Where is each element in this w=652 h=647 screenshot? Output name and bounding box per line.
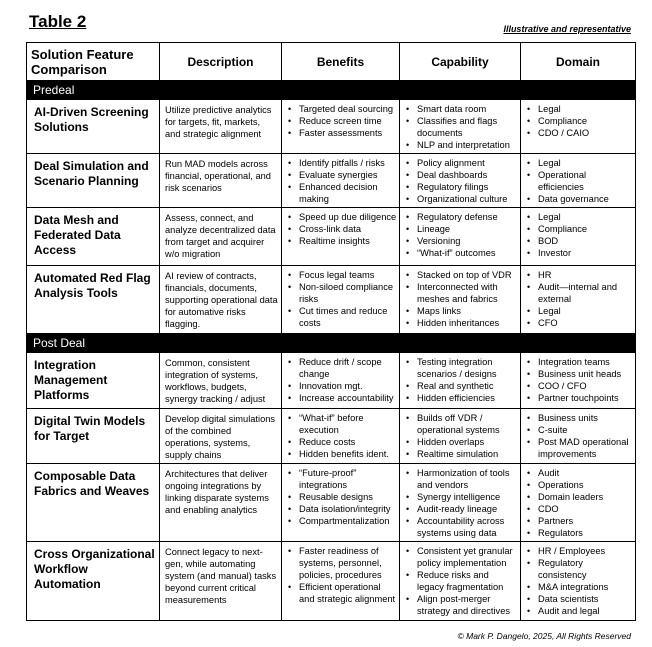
domain-item: • Integration teams bbox=[538, 356, 633, 368]
benefits-item: • Reduce drift / scope change bbox=[299, 356, 397, 380]
domain-item: • Operations bbox=[538, 479, 633, 491]
domain-item: • C-suite bbox=[538, 424, 633, 436]
capability-item: • Versioning bbox=[417, 235, 518, 247]
capability-item: • Policy alignment bbox=[417, 157, 518, 169]
capability-item: • Regulatory defense bbox=[417, 211, 518, 223]
section-label: Predeal bbox=[27, 81, 636, 100]
benefits-item: • Identify pitfalls / risks bbox=[299, 157, 397, 169]
capability-item: • Hidden overlaps bbox=[417, 436, 518, 448]
benefits-item: • Faster assessments bbox=[299, 127, 397, 139]
capability-cell bbox=[400, 266, 521, 334]
benefits-item: • Cut times and reduce costs bbox=[299, 305, 397, 329]
benefits-item: • Data isolation/integrity bbox=[299, 503, 397, 515]
benefits-cell bbox=[282, 409, 400, 464]
domain-cell bbox=[521, 154, 636, 208]
feature-name: Automated Red Flag Analysis Tools bbox=[27, 266, 160, 334]
capability-item: • Accountability across systems using data bbox=[417, 515, 518, 539]
domain-item: • Partner touchpoints bbox=[538, 392, 633, 404]
domain-item: • Audit—internal and external bbox=[538, 281, 633, 305]
domain-item: • Partners bbox=[538, 515, 633, 527]
benefits-cell bbox=[282, 100, 400, 154]
description-cell: Run MAD models across financial, operational, and risk scenarios bbox=[160, 154, 282, 208]
header-description: Description bbox=[160, 43, 282, 81]
domain-list bbox=[521, 464, 635, 541]
domain-list bbox=[521, 154, 635, 207]
capability-item: • Harmonization of tools and vendors bbox=[417, 467, 518, 491]
benefits-list bbox=[282, 353, 399, 406]
benefits-list bbox=[282, 154, 399, 207]
domain-item: • Legal bbox=[538, 211, 633, 223]
feature-name: Integration Management Platforms bbox=[27, 353, 160, 409]
capability-list bbox=[400, 542, 520, 619]
benefits-item: • Enhanced decision making bbox=[299, 181, 397, 205]
domain-item: • Compliance bbox=[538, 223, 633, 235]
capability-item: • Builds off VDR / operational systems bbox=[417, 412, 518, 436]
domain-item: • Business unit heads bbox=[538, 368, 633, 380]
capability-item: • Reduce risks and legacy fragmentation bbox=[417, 569, 518, 593]
description-cell: Develop digital simulations of the combined operations, systems, supply chains bbox=[160, 409, 282, 464]
benefits-item: • “Future-proof” integrations bbox=[299, 467, 397, 491]
benefits-item: • Faster readiness of systems, personnel, policies, procedures bbox=[299, 545, 397, 581]
capability-item: • Stacked on top of VDR bbox=[417, 269, 518, 281]
benefits-item: • Targeted deal sourcing bbox=[299, 103, 397, 115]
domain-list bbox=[521, 353, 635, 406]
capability-cell bbox=[400, 409, 521, 464]
table-row bbox=[27, 208, 636, 266]
capability-item: • Classifies and flags documents bbox=[417, 115, 518, 139]
table-body bbox=[27, 81, 636, 621]
capability-item: • “What-if” outcomes bbox=[417, 247, 518, 259]
benefits-cell bbox=[282, 353, 400, 409]
domain-item: • Regulators bbox=[538, 527, 633, 539]
domain-cell bbox=[521, 542, 636, 621]
description-cell: Assess, connect, and analyze decentralized data from target and acquirer w/o migration bbox=[160, 208, 282, 266]
capability-item: • Maps links bbox=[417, 305, 518, 317]
description-cell: Connect legacy to next-gen, while automating system (and manual) tasks beyond current critical measurements bbox=[160, 542, 282, 621]
capability-item: • Real and synthetic bbox=[417, 380, 518, 392]
benefits-item: • Speed up due diligence bbox=[299, 211, 397, 223]
copyright: © Mark P. Dangelo, 2025, All Rights Reserved bbox=[457, 631, 631, 641]
capability-item: • Consistent yet granular policy implementation bbox=[417, 545, 518, 569]
description-cell: Utilize predictive analytics for targets, fit, markets, and strategic alignment bbox=[160, 100, 282, 154]
header-domain: Domain bbox=[521, 43, 636, 81]
domain-item: • Post MAD operational improvements bbox=[538, 436, 633, 460]
benefits-item: • Reduce screen time bbox=[299, 115, 397, 127]
benefits-item: • Non-siloed compliance risks bbox=[299, 281, 397, 305]
domain-item: • COO / CFO bbox=[538, 380, 633, 392]
domain-cell bbox=[521, 208, 636, 266]
capability-cell bbox=[400, 542, 521, 621]
domain-cell bbox=[521, 100, 636, 154]
benefits-list bbox=[282, 409, 399, 462]
capability-item: • Hidden inheritances bbox=[417, 317, 518, 329]
capability-cell bbox=[400, 100, 521, 154]
domain-item: • Legal bbox=[538, 103, 633, 115]
capability-list bbox=[400, 464, 520, 541]
domain-list bbox=[521, 409, 635, 462]
capability-item: • Regulatory filings bbox=[417, 181, 518, 193]
header-feature: Solution Feature Comparison bbox=[27, 43, 160, 81]
benefits-cell bbox=[282, 266, 400, 334]
domain-cell bbox=[521, 409, 636, 464]
benefits-cell bbox=[282, 154, 400, 208]
benefits-cell bbox=[282, 464, 400, 542]
domain-list bbox=[521, 100, 635, 141]
capability-item: • Audit-ready lineage bbox=[417, 503, 518, 515]
domain-item: • M&A integrations bbox=[538, 581, 633, 593]
benefits-list bbox=[282, 464, 399, 529]
description-cell: AI review of contracts, financials, documents, supporting operational data for automative risks flagging. bbox=[160, 266, 282, 334]
table-row bbox=[27, 353, 636, 409]
table-row bbox=[27, 542, 636, 621]
capability-item: • Deal dashboards bbox=[417, 169, 518, 181]
description-cell: Common, consistent integration of systems, workflows, budgets, synergy tracking / adjust bbox=[160, 353, 282, 409]
benefits-list bbox=[282, 208, 399, 249]
benefits-cell bbox=[282, 208, 400, 266]
domain-item: • CFO bbox=[538, 317, 633, 329]
benefits-item: • Innovation mgt. bbox=[299, 380, 397, 392]
domain-item: • Compliance bbox=[538, 115, 633, 127]
domain-item: • HR bbox=[538, 269, 633, 281]
benefits-item: • Realtime insights bbox=[299, 235, 397, 247]
feature-name: Data Mesh and Federated Data Access bbox=[27, 208, 160, 266]
benefits-cell bbox=[282, 542, 400, 621]
section-row bbox=[27, 81, 636, 100]
domain-cell bbox=[521, 464, 636, 542]
domain-item: • Data governance bbox=[538, 193, 633, 205]
capability-item: • Realtime simulation bbox=[417, 448, 518, 460]
capability-item: • Interconnected with meshes and fabrics bbox=[417, 281, 518, 305]
domain-item: • HR / Employees bbox=[538, 545, 633, 557]
capability-list bbox=[400, 353, 520, 406]
benefits-item: • Focus legal teams bbox=[299, 269, 397, 281]
capability-list bbox=[400, 100, 520, 153]
feature-name: Cross Organizational Workflow Automation bbox=[27, 542, 160, 621]
domain-list bbox=[521, 266, 635, 331]
illustrative-note: Illustrative and representative bbox=[503, 24, 631, 34]
domain-item: • Regulatory consistency bbox=[538, 557, 633, 581]
benefits-item: • Cross-link data bbox=[299, 223, 397, 235]
domain-item: • CDO / CAIO bbox=[538, 127, 633, 139]
header-capability: Capability bbox=[400, 43, 521, 81]
table-row bbox=[27, 266, 636, 334]
description-cell: Architectures that deliver ongoing integrations by linking disparate systems and enabling analytics bbox=[160, 464, 282, 542]
benefits-item: • Compartmentalization bbox=[299, 515, 397, 527]
table-title: Table 2 bbox=[29, 12, 87, 31]
domain-item: • Legal bbox=[538, 305, 633, 317]
domain-item: • Data scientists bbox=[538, 593, 633, 605]
domain-item: • CDO bbox=[538, 503, 633, 515]
domain-cell bbox=[521, 353, 636, 409]
benefits-list bbox=[282, 266, 399, 331]
capability-list bbox=[400, 266, 520, 331]
benefits-item: • Reduce costs bbox=[299, 436, 397, 448]
domain-list bbox=[521, 542, 635, 619]
domain-item: • Legal bbox=[538, 157, 633, 169]
domain-item: • Audit and legal bbox=[538, 605, 633, 617]
domain-list bbox=[521, 208, 635, 261]
domain-item: • Domain leaders bbox=[538, 491, 633, 503]
benefits-item: • Increase accountability bbox=[299, 392, 397, 404]
capability-cell bbox=[400, 208, 521, 266]
capability-item: • Organizational culture bbox=[417, 193, 518, 205]
benefits-item: • Hidden benefits ident. bbox=[299, 448, 397, 460]
domain-item: • Audit bbox=[538, 467, 633, 479]
capability-cell bbox=[400, 154, 521, 208]
domain-item: • Investor bbox=[538, 247, 633, 259]
benefits-item: • “What-if” before execution bbox=[299, 412, 397, 436]
capability-list bbox=[400, 409, 520, 462]
domain-item: • Operational efficiencies bbox=[538, 169, 633, 193]
capability-item: • Synergy intelligence bbox=[417, 491, 518, 503]
table-row bbox=[27, 100, 636, 154]
capability-list bbox=[400, 208, 520, 261]
capability-cell bbox=[400, 353, 521, 409]
header-benefits: Benefits bbox=[282, 43, 400, 81]
benefits-item: • Efficient operational and strategic alignment bbox=[299, 581, 397, 605]
domain-cell bbox=[521, 266, 636, 334]
capability-cell bbox=[400, 464, 521, 542]
capability-list bbox=[400, 154, 520, 207]
benefits-list bbox=[282, 542, 399, 607]
capability-item: • Align post-merger strategy and directives bbox=[417, 593, 518, 617]
section-row bbox=[27, 334, 636, 353]
domain-item: • BOD bbox=[538, 235, 633, 247]
table-row bbox=[27, 464, 636, 542]
feature-name: Composable Data Fabrics and Weaves bbox=[27, 464, 160, 542]
solution-comparison-table bbox=[26, 42, 636, 621]
capability-item: • Hidden efficiencies bbox=[417, 392, 518, 404]
benefits-item: • Evaluate synergies bbox=[299, 169, 397, 181]
feature-name: Digital Twin Models for Target bbox=[27, 409, 160, 464]
benefits-list bbox=[282, 100, 399, 141]
benefits-item: • Reusable designs bbox=[299, 491, 397, 503]
domain-item: • Business units bbox=[538, 412, 633, 424]
section-label: Post Deal bbox=[27, 334, 636, 353]
header-row bbox=[27, 43, 636, 81]
feature-name: AI-Driven Screening Solutions bbox=[27, 100, 160, 154]
capability-item: • NLP and interpretation bbox=[417, 139, 518, 151]
capability-item: • Lineage bbox=[417, 223, 518, 235]
feature-name: Deal Simulation and Scenario Planning bbox=[27, 154, 160, 208]
capability-item: • Smart data room bbox=[417, 103, 518, 115]
table-row bbox=[27, 154, 636, 208]
table-row bbox=[27, 409, 636, 464]
capability-item: • Testing integration scenarios / designs bbox=[417, 356, 518, 380]
